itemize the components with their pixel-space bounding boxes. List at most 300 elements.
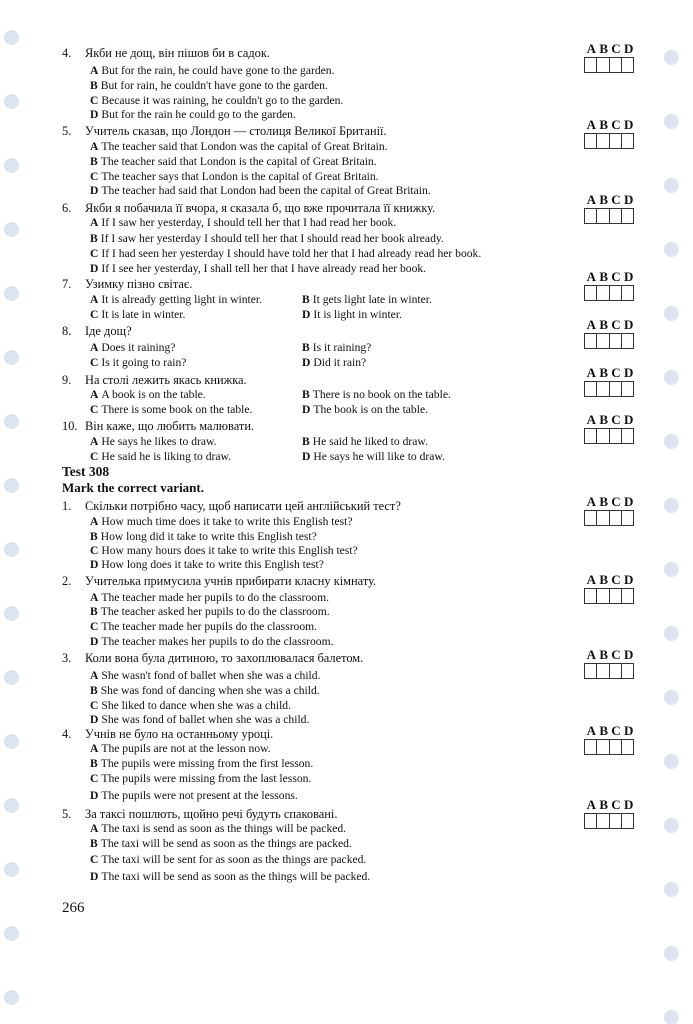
answer-cell[interactable] [610,58,622,72]
answer-box-letter: A [586,412,597,427]
answer-cell[interactable] [597,286,609,300]
answer-box-letter: B [599,797,608,812]
option-letter: C [90,450,99,463]
answer-box-letters [585,648,635,662]
question-text: Коли вона була дитиною, то захоплювалася балетом. [85,651,364,665]
option-text: The teacher asked her pupils to do the classroom. [100,605,330,618]
question-text: Якби не дощ, він пішов би в садок. [85,46,271,60]
answer-cell[interactable] [622,429,633,443]
answer-cell[interactable] [610,334,622,348]
answer-box-letter: C [611,647,621,662]
answer-cell[interactable] [597,58,609,72]
option-letter: B [90,605,98,618]
answer-box-letter: A [586,494,597,509]
option-letter: B [90,155,98,168]
watermark-logo-icon [664,882,679,897]
answer-box-letter: B [599,192,608,207]
option-letter: C [90,620,99,633]
answer-grid [584,813,634,829]
answer-cell[interactable] [610,740,622,754]
answer-box-letter: B [599,412,608,427]
watermark-logo-icon [4,94,19,109]
answer-option [90,558,324,572]
answer-option [90,170,379,184]
option-text: The teacher made her pupils do the classroom. [101,620,318,633]
watermark-logo-icon [664,498,679,513]
answer-cell[interactable] [597,134,609,148]
answer-box-letter: C [611,412,621,427]
answer-grid [584,739,634,755]
answer-box-letter: D [623,192,634,207]
answer-cell[interactable] [610,511,622,525]
answer-cell[interactable] [622,209,633,223]
watermark-logo-icon [664,946,679,961]
answer-option [90,388,206,402]
page-number: 266 [62,900,85,916]
answer-option [90,515,353,529]
answer-cell[interactable] [622,382,633,396]
answer-option [302,341,371,355]
option-text: The teacher made her pupils to do the classroom. [101,591,329,604]
watermark-logo-icon [4,606,19,621]
watermark-logo-icon [664,626,679,641]
answer-box-letter: C [611,117,621,132]
answer-cell[interactable] [610,429,622,443]
option-letter: D [90,184,99,197]
answer-option [302,388,451,402]
answer-box-letter: D [623,723,634,738]
watermark-logo-icon [664,690,679,705]
option-text: The taxi will be send as soon as the things are packed. [100,837,352,850]
option-text: How long does it take to write this English test? [101,558,324,571]
watermark-logo-icon [664,306,679,321]
watermark-logo-icon [4,862,19,877]
answer-box-letters [585,798,635,812]
answer-option [90,757,313,771]
question-number: 1. [62,499,72,513]
answer-cell[interactable] [622,334,633,348]
question-text: За таксі пошлють, щойно речі будуть спаковані. [85,807,338,821]
watermark-logo-icon [4,350,19,365]
answer-box-letter: B [599,317,608,332]
option-letter: B [302,341,310,354]
option-text: Did it rain? [313,356,367,369]
answer-box-letter: D [623,317,634,332]
option-letter: A [90,742,99,755]
option-text: He said he liked to draw. [312,435,428,448]
option-text: He says he will like to draw. [313,450,445,463]
answer-option [302,450,445,464]
option-letter: A [90,64,99,77]
option-letter: C [90,94,99,107]
watermark-logo-icon [664,370,679,385]
answer-box-letter: A [586,723,597,738]
answer-cell[interactable] [585,664,597,678]
watermark-logo-icon [664,1010,679,1024]
answer-cell[interactable] [597,589,609,603]
answer-grid [584,285,634,301]
answer-cell[interactable] [597,814,609,828]
answer-box-letter: D [623,412,634,427]
answer-cell[interactable] [622,511,633,525]
answer-grid [584,133,634,149]
answer-box-letters [585,724,635,738]
answer-box-letter: C [611,317,621,332]
answer-cell[interactable] [597,334,609,348]
answer-option [90,94,343,108]
answer-option [90,403,252,417]
watermark-logo-icon [664,50,679,65]
answer-option [90,108,296,122]
answer-option [90,684,320,698]
option-text: The taxi is send as soon as the things will be packed. [101,822,347,835]
option-text: The pupils were not present at the lessons. [101,789,298,802]
answer-box-letter: D [623,572,634,587]
option-letter: B [90,684,98,697]
option-text: It is already getting light in winter. [101,293,263,306]
answer-option [90,293,262,307]
answer-option [90,140,388,154]
answer-cell[interactable] [610,134,622,148]
option-text: She wasn't fond of ballet when she was a child. [101,669,321,682]
option-text: If I saw her yesterday I should tell her that I should read her book already. [100,232,444,245]
option-text: The taxi will be sent for as soon as the things are packed. [101,853,367,866]
option-letter: A [90,669,99,682]
option-text: But for rain, he couldn't have gone to the garden. [100,79,328,92]
test-title: Test 308 [62,464,110,479]
option-letter: A [90,293,99,306]
answer-option [90,435,217,449]
question-text: Він каже, що любить малювати. [85,419,255,433]
answer-box-letter: A [586,317,597,332]
answer-option [302,435,428,449]
answer-cell[interactable] [610,286,622,300]
answer-option [90,79,328,93]
question-text: Іде дощ? [85,324,132,338]
option-letter: C [90,853,99,866]
watermark-logo-icon [664,754,679,769]
option-text: The pupils were missing from the last lesson. [101,772,312,785]
answer-option [90,64,334,78]
question-number: 5. [62,124,72,138]
answer-option [90,713,309,727]
question-text: Учнів не було на останньому уроці. [85,727,274,741]
option-letter: A [90,388,99,401]
answer-box-letter: C [611,192,621,207]
question-number: 9. [62,373,72,387]
answer-cell[interactable] [610,814,622,828]
answer-option [302,293,432,307]
option-text: The teacher said that London was the capital of Great Britain. [101,140,388,153]
answer-box [584,495,640,526]
question-text: Скільки потрібно часу, щоб написати цей англійський тест? [85,499,401,513]
answer-option [90,341,175,355]
answer-grid [584,663,634,679]
option-text: The taxi will be send as soon as the things will be packed. [101,870,371,883]
watermark-logo-icon [4,30,19,45]
answer-cell[interactable] [585,511,597,525]
option-letter: C [90,772,99,785]
option-text: He said he is liking to draw. [101,450,232,463]
option-letter: A [90,216,99,229]
answer-box [584,318,640,349]
option-text: Does it raining? [101,341,176,354]
answer-box-letter: C [611,269,621,284]
answer-box-letters [585,270,635,284]
answer-cell[interactable] [585,286,597,300]
answer-cell[interactable] [610,209,622,223]
answer-box [584,366,640,397]
option-letter: C [90,544,99,557]
answer-box [584,118,640,149]
answer-cell[interactable] [622,814,633,828]
answer-option [90,822,346,836]
answer-cell[interactable] [610,589,622,603]
watermark-logo-icon [664,818,679,833]
option-letter: A [90,341,99,354]
answer-option [90,155,377,169]
option-text: Is it raining? [312,341,372,354]
watermark-logo-icon [4,670,19,685]
question-text: Якби я побачила її вчора, я сказала б, що вже прочитала її книжку. [85,201,436,215]
option-letter: D [90,789,99,802]
answer-box-letter: D [623,797,634,812]
answer-cell[interactable] [610,664,622,678]
option-letter: A [90,822,99,835]
watermark-logo-icon [4,414,19,429]
answer-option [90,699,291,713]
answer-cell[interactable] [585,134,597,148]
question-number: 10. [62,419,78,433]
answer-box [584,42,640,73]
answer-box-letter: B [599,647,608,662]
answer-box-letter: B [599,269,608,284]
option-letter: B [90,79,98,92]
answer-option [90,530,317,544]
answer-box-letters [585,366,635,380]
option-letter: C [90,308,99,321]
answer-box-letter: A [586,117,597,132]
option-text: But for the rain he could go to the garden. [101,108,296,121]
question-number: 7. [62,277,72,291]
option-text: She was fond of ballet when she was a child. [101,713,310,726]
option-letter: D [90,108,99,121]
option-letter: C [90,403,99,416]
option-text: He says he likes to draw. [101,435,217,448]
answer-option [302,308,402,322]
answer-grid [584,588,634,604]
answer-cell[interactable] [597,740,609,754]
answer-cell[interactable] [610,382,622,396]
answer-option [90,544,358,558]
option-text: The teacher had said that London had been the capital of Great Britain. [101,184,431,197]
answer-box-letter: C [611,365,621,380]
answer-grid [584,333,634,349]
watermark-logo-icon [4,286,19,301]
answer-grid [584,381,634,397]
question-text: На столі лежить якась книжка. [85,373,247,387]
answer-cell[interactable] [585,589,597,603]
answer-cell[interactable] [622,134,633,148]
watermark-logo-icon [664,178,679,193]
option-letter: B [302,293,310,306]
answer-option [90,247,481,261]
option-letter: C [90,170,99,183]
answer-box-letter: D [623,647,634,662]
option-text: It gets light late in winter. [312,293,432,306]
answer-box [584,413,640,444]
option-text: It is light in winter. [313,308,402,321]
watermark-logo-icon [664,562,679,577]
answer-box-letter: C [611,797,621,812]
option-text: How long did it take to write this English test? [100,530,317,543]
answer-grid [584,510,634,526]
answer-cell[interactable] [585,209,597,223]
option-text: The teacher said that London is the capital of Great Britain. [100,155,377,168]
option-text: If I saw her yesterday, I should tell her that I had read her book. [101,216,397,229]
option-text: How many hours does it take to write this English test? [101,544,358,557]
answer-box-letter: B [599,723,608,738]
answer-box-letter: B [599,117,608,132]
option-letter: B [90,757,98,770]
option-text: She was fond of dancing when she was a child. [100,684,320,697]
answer-cell[interactable] [622,589,633,603]
watermark-logo-icon [4,926,19,941]
answer-box-letter: B [599,572,608,587]
answer-cell[interactable] [622,740,633,754]
answer-cell[interactable] [597,429,609,443]
question-number: 4. [62,727,72,741]
answer-option [90,184,431,198]
answer-cell[interactable] [585,382,597,396]
option-text: A book is on the table. [101,388,206,401]
answer-cell[interactable] [622,286,633,300]
answer-box-letter: B [599,365,608,380]
answer-cell[interactable] [622,58,633,72]
watermark-logo-icon [4,542,19,557]
option-letter: D [90,262,99,275]
answer-box-letters [585,318,635,332]
answer-option [90,450,231,464]
answer-option [90,216,396,230]
option-letter: B [302,388,310,401]
answer-option [90,635,334,649]
answer-box-letter: D [623,365,634,380]
answer-box-letters [585,193,635,207]
option-letter: B [90,530,98,543]
answer-box-letter: C [611,572,621,587]
answer-cell[interactable] [585,58,597,72]
answer-grid [584,57,634,73]
option-letter: D [302,308,311,321]
answer-box [584,798,640,829]
answer-box-letter: D [623,269,634,284]
answer-cell[interactable] [585,740,597,754]
answer-box-letter: D [623,494,634,509]
answer-box-letter: B [599,41,608,56]
watermark-logo-icon [4,158,19,173]
answer-box [584,573,640,604]
answer-box-letters [585,413,635,427]
answer-box [584,270,640,301]
option-letter: D [302,450,311,463]
answer-cell[interactable] [597,511,609,525]
watermark-logo-icon [4,734,19,749]
answer-box-letter: D [623,117,634,132]
question-number: 6. [62,201,72,215]
option-letter: C [90,699,99,712]
question-text: Узимку пізно світає. [85,277,193,291]
answer-cell[interactable] [585,334,597,348]
option-letter: D [302,403,311,416]
answer-cell[interactable] [597,382,609,396]
answer-option [90,669,320,683]
question-text: Учитель сказав, що Лондон — столиця Великої Британії. [85,124,387,138]
watermark-logo-icon [664,434,679,449]
option-letter: D [90,635,99,648]
answer-option [90,262,426,276]
question-number: 4. [62,46,72,60]
answer-cell[interactable] [622,664,633,678]
option-letter: C [90,356,99,369]
answer-option [90,789,298,803]
option-letter: D [302,356,311,369]
option-text: Is it going to rain? [101,356,187,369]
option-text: But for the rain, he could have gone to the garden. [101,64,335,77]
answer-cell[interactable] [597,664,609,678]
watermark-logo-icon [664,114,679,129]
answer-grid [584,428,634,444]
option-letter: A [90,435,99,448]
answer-option [90,356,186,370]
option-text: The pupils were missing from the first lesson. [100,757,314,770]
answer-cell[interactable] [585,814,597,828]
answer-option [90,232,444,246]
answer-option [302,403,428,417]
answer-box [584,648,640,679]
option-text: There is no book on the table. [312,388,451,401]
test-instruction: Mark the correct variant. [62,480,204,495]
answer-box-letter: A [586,647,597,662]
answer-box-letters [585,118,635,132]
answer-option [302,356,366,370]
option-text: If I see her yesterday, I shall tell her that I have already read her book. [101,262,427,275]
answer-cell[interactable] [597,209,609,223]
answer-box [584,193,640,224]
watermark-logo-icon [664,242,679,257]
answer-box-letter: D [623,41,634,56]
option-text: There is some book on the table. [101,403,253,416]
answer-box-letter: A [586,365,597,380]
answer-option [90,772,311,786]
option-letter: A [90,140,99,153]
option-letter: C [90,247,99,260]
option-letter: A [90,515,99,528]
option-text: Because it was raining, he couldn't go to the garden. [101,94,344,107]
question-number: 8. [62,324,72,338]
answer-box-letter: A [586,572,597,587]
option-letter: B [90,837,98,850]
answer-box-letter: C [611,494,621,509]
answer-box-letter: A [586,41,597,56]
answer-box-letters [585,495,635,509]
answer-cell[interactable] [585,429,597,443]
answer-box-letters [585,42,635,56]
answer-option [90,870,370,884]
watermark-logo-icon [4,990,19,1005]
answer-box-letter: A [586,192,597,207]
watermark-logo-icon [4,798,19,813]
